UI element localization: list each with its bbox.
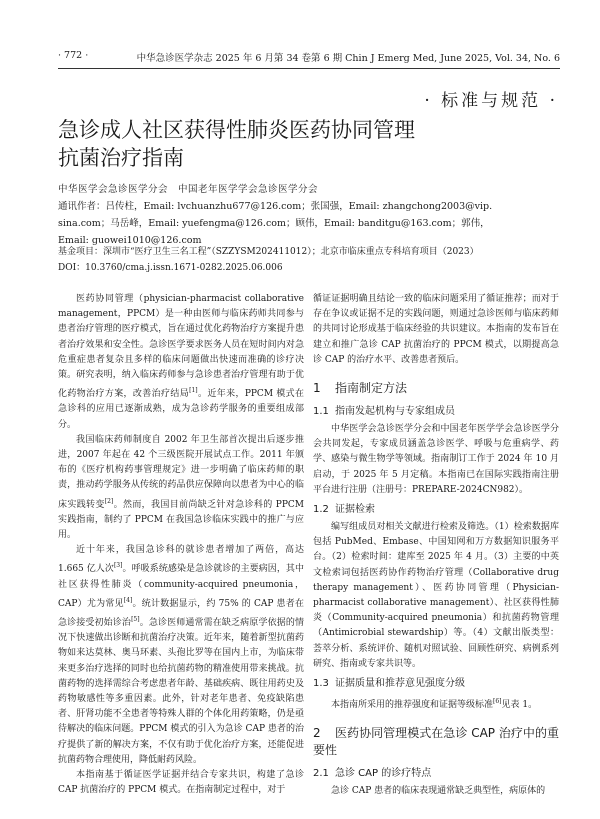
right-column [313, 292, 559, 799]
citation: [5] [131, 616, 140, 624]
paragraph: 急诊 CAP 患者的临床表现通常缺乏典型性，病原体的 [331, 786, 546, 797]
section-heading-2: 2 医药协同管理模式在急诊 CAP 治疗中的重要性 [313, 726, 559, 758]
citation: [4] [123, 596, 133, 604]
citation: [3] [113, 562, 123, 570]
paragraph: 本指南所采用的推荐强度和证据等级标准[6]见表 1。 [331, 698, 538, 711]
corresponding-line-1: 通讯作者：吕传柱，Email: lvchuanzhu677@126.com；张国强，Email: zhangchong2003@vip. [58, 201, 493, 212]
fund-info: 基金项目：深圳市“医疗卫生三名工程”（SZZYSM202411012）；北京市临床重点专科培育项目（2023） [58, 247, 479, 257]
citation: [2] [104, 497, 114, 505]
paragraph: 近十年来，我国急诊科的就诊患者增加了两倍，高达 1.665 亿人次[3]。呼吸系统感染是急诊就诊的主要病因，其中社区获得性肺炎（community-acquired pneumonia，CAP）尤为常见[4]。统计数据显示，约 75% 的 CAP 患者在急诊接受初始诊治[5]。急诊医师通常需在缺乏病原学依据的情况下快速做出诊断和抗菌治疗决策。近年来，随着新型抗菌药物如来达莫林、奥马环素、头孢比罗等在国内上市，为临床带来更多治疗选择的同时也给抗菌药物的精准使用带来挑战。抗菌药物的选择需综合考虑患者年龄、基础疾病、既往用药史及药物敏感性等多重因素。此外，针对老年患者、免疫缺陷患者、肝肾功能不全患者等特殊人群的个体化用药策略，仍是亟待解决的临床问题。PPCM 模式的引入为急诊 CAP 患者的治疗提供了新的解决方案，不仅有助于优化治疗方案，还能促进抗菌药物合理使用，降低耐药风险。 [58, 545, 304, 765]
subsection-heading-1-2: 1.2 证据检索 [313, 504, 375, 516]
paragraph: 中华医学会急诊医学分会和中国老年医学学会急诊医学分会共同发起，专家成员涵盖急诊医学、呼吸与危重病学、药学、感染与微生物学等领域。指南制订工作于 2024 年 10 月启动，于 2025 年 5 月定稿。本指南已在国际实践指南注册平台进行注册（注册号：PREPARE-2024CN982）。 [313, 424, 559, 495]
paragraph: 本指南基于循证医学证据并结合专家共识，构建了急诊 CAP 抗菌治疗的 PPCM 模式。在指南制定过程中，对于 [58, 770, 304, 796]
subsection-heading-1-3: 1.3 证据质量和推荐意见强度分级 [313, 678, 465, 690]
header-rule [58, 68, 560, 69]
title-line-1: 急诊成人社区获得性肺炎医药协同管理 [58, 118, 415, 142]
column-label: · 标准与规范 · [424, 91, 558, 111]
subsection-heading-2-1: 2.1 急诊 CAP 的诊疗特点 [313, 768, 432, 780]
running-header [58, 50, 560, 68]
paragraph: 我国临床药师制度自 2002 年卫生部首次提出后逐步推进，2007 年起在 42 个三级医院开展试点工作。2011 年颁布的《医疗机构药事管理规定》进一步明确了临床药师的职责，推动药学服务从传统的药品供应保障向以患者为中心的临床实践转变[2]。然而，我国目前尚缺乏针对急诊科的 PPCM 实践指南，制约了 PPCM 在我国急诊临床实践中的推广与应用。 [58, 434, 304, 541]
left-column [58, 292, 304, 799]
corresponding-line-3: Email: guowei1010@126.com [58, 235, 202, 246]
author-block [58, 181, 558, 249]
citation: [1] [189, 387, 198, 395]
page-number: · 772 · [58, 50, 89, 61]
citation: [6] [493, 698, 502, 706]
corresponding-line-2: sina.com；马岳峰，Email: yuefengma@126.com；顾伟，Email: banditgu@163.com；郭伟， [58, 218, 490, 229]
journal-citation: 中华急诊医学杂志 2025 年 6 月第 34 卷第 6 期 Chin J Emerg Med, June 2025, Vol. 34, No. 6 [136, 53, 560, 64]
paragraph: 循证证据明确且结论一致的临床问题采用了循证推荐；而对于存在争议或证据不足的实践问题，则通过急诊医师与临床药师的共同讨论形成基于临床经验的共识建议。本指南的发布旨在建立和推广急诊 CAP 抗菌治疗的 PPCM 模式，以期提高急诊 CAP 的治疗水平、改善患者预后。 [313, 294, 559, 365]
paragraph: 编写组成员对相关文献进行检索及筛选。（1）检索数据库包括 PubMed、Embase、中国知网和万方数据知识服务平台。（2）检索时间：建库至 2025 年 4 月。（3）主要的中英文检索词包括医药协作药物治疗管理（Collaborative drug therapy management）、医药协同管理（Physician-pharmacist collaborative management）、社区获得性肺炎（Community-acquired pneumonia）和抗菌药物管理（Antimicrobial stewardship）等。（4）文献出版类型：荟萃分析、系统评价、随机对照试验、回顾性研究、病例系列研究、指南或专家共识等。 [313, 522, 559, 669]
title-line-2: 抗菌治疗指南 [58, 146, 184, 170]
doi: DOI：10.3760/cma.j.issn.1671-0282.2025.06.006 [58, 263, 283, 273]
paragraph: 医药协同管理（physician-pharmacist collaborative management，PPCM）是一种由医师与临床药师共同参与患者治疗管理的医疗模式，旨在通过优化药物治疗方案提升患者治疗效果和安全性。急诊医学要求医务人员在短时间内对急危重症患者复杂且多样的临床问题做出快速而准确的诊疗决策。研究表明，纳入临床药师参与急诊患者治疗管理有助于优化药物治疗方案，改善治疗结局[1]。近年来，PPCM 模式在急诊科的应用已逐渐成熟，成为急诊药学服务的重要组成部分。 [58, 294, 304, 430]
section-heading-1: 1 指南制定方法 [313, 381, 408, 396]
author-organizations: 中华医学会急诊医学分会 中国老年医学学会急诊医学分会 [58, 184, 319, 195]
subsection-heading-1-1: 1.1 指南发起机构与专家组成员 [313, 406, 455, 418]
article-title [58, 116, 538, 172]
